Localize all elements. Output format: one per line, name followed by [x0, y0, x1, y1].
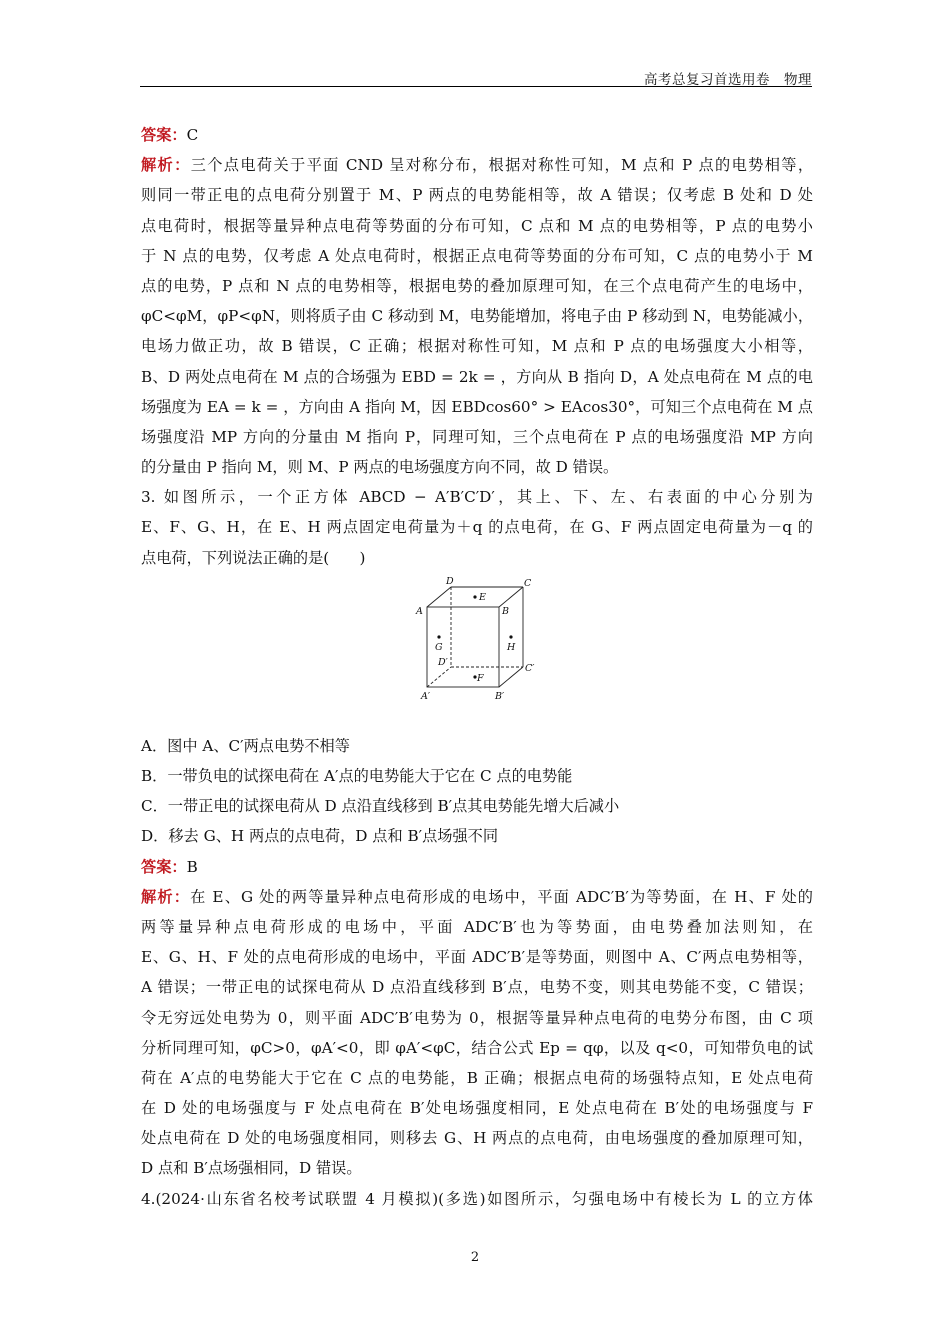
q3-answer-label: 答案：: [141, 857, 187, 876]
q3-stem-line: 3. 如图所示，一个正方体 ABCD − A′B′C′D′，其上、下、左、右表面的中心分别为: [141, 488, 813, 507]
label-E: E: [479, 591, 486, 603]
q3-option-b: B．一带负电的试探电荷在 A′点的电势能大于它在 C 点的电势能: [141, 767, 573, 785]
q3-analysis-text: 在 E、G 处的两等量异种点电荷形成的电场中，平面 ADC′B′为等势面，在 H、F 处的: [190, 887, 813, 906]
header-title: 高考总复习首选用卷 物理: [644, 72, 812, 88]
q2-analysis-line: φC<φM，φP<φN，则将质子由 C 移动到 M，电势能增加，将电子由 P 移动到 N，电势能减小，: [141, 307, 813, 326]
q2-analysis-line: 点的电势，P 点和 N 点的电势相等，根据电势的叠加原理可知，在三个点电荷产生的电场中，: [141, 276, 813, 295]
q3-analysis-line: 两等量异种点电荷形成的电场中，平面 ADC′B′也为等势面，由电势叠加法则知，在: [141, 917, 813, 936]
label-C: C: [524, 577, 532, 589]
cube-edge-B1C1: [499, 667, 523, 687]
q2-answer-value: C: [186, 126, 199, 144]
q2-analysis-line: 于 N 点的电势，仅考虑 A 处点电荷时，根据正点电荷等势面的分布可知，C 点的电势小于 M: [141, 246, 813, 265]
page-content: [141, 120, 813, 1214]
label-A-prime: A′: [421, 690, 431, 702]
q3-analysis-line: [141, 882, 813, 912]
q3-analysis-line: 处点电荷在 D 处的电场强度相同，则移去 G、H 两点的点电荷，由电场强度的叠加原理可知，: [141, 1129, 813, 1148]
q3-analysis-line: E、G、H、F 处的点电荷形成的电场中，平面 ADC′B′是等势面，则图中 A、C′两点电势相等，: [141, 948, 813, 967]
q2-answer-label: 答案：: [141, 126, 187, 144]
label-D-prime: D′: [438, 656, 448, 668]
cube-hidden-edge-A1D1: [427, 667, 451, 687]
q2-analysis-line: 的分量由 P 指向 M，则 M、P 两点的电场强度方向不同，故 D 错误。: [141, 458, 619, 477]
cube-figure: [141, 573, 813, 731]
q3-analysis-line: A 错误；一带正电的试探电荷从 D 点沿直线移到 B′点，电势不变，则其电势能不变，C 错误；: [141, 978, 813, 997]
label-F: F: [477, 672, 484, 684]
q3-stem-line: 点电荷，下列说法正确的是( ): [141, 548, 366, 567]
q3-option-c: C．一带正电的试探电荷从 D 点沿直线移到 B′点其电势能先增大后减小: [141, 797, 620, 816]
q2-analysis-label: 解析：: [141, 156, 191, 175]
q2-analysis-line: 点电荷时，根据等量异种点电荷等势面的分布可知，C 点和 M 点的电势相等，P 点的电势小: [141, 216, 813, 235]
q3-analysis-label: 解析：: [141, 887, 191, 906]
label-G: G: [435, 641, 443, 653]
q2-answer-line: [141, 120, 813, 150]
cube-edge-AD: [427, 587, 451, 607]
q2-analysis-line: [141, 150, 813, 180]
q2-analysis-line: 场强度沿 MP 方向的分量由 M 指向 P，同理可知，三个点电荷在 P 点的电场强度沿 MP 方向: [141, 427, 813, 446]
point-H: [509, 635, 512, 638]
label-H: H: [507, 641, 516, 653]
label-B-prime: B′: [495, 690, 505, 702]
point-G: [437, 635, 440, 638]
q4-stem-line: 4.(2024·山东省名校考试联盟 4 月模拟)(多选)如图所示，匀强电场中有棱长为 L 的立方体: [141, 1189, 813, 1208]
q3-analysis-line: 分析同理可知，φC>0，φA′<0，即 φA′<φC，结合公式 Ep = qφ，以及 q<0，可知带负电的试: [141, 1038, 813, 1057]
label-C-prime: C′: [525, 662, 535, 674]
q3-option-d: D．移去 G、H 两点的点电荷，D 点和 B′点场强不同: [141, 827, 499, 846]
q3-stem-line: E、F、G、H，在 E、H 两点固定电荷量为＋q 的点电荷，在 G、F 两点固定电荷量为－q 的: [141, 518, 813, 537]
header-rule: [140, 86, 812, 87]
page-number: 2: [470, 1250, 480, 1265]
cube-diagram: [411, 577, 541, 727]
q3-analysis-line: D 点和 B′点场强相同，D 错误。: [141, 1159, 362, 1178]
cube-edge-BC: [499, 587, 523, 607]
q2-analysis-line: 场强度为 EA = k = ，方向由 A 指向 M，因 EBDcos60° > EAcos30°，可知三个点电荷在 M 点: [141, 397, 813, 416]
q2-analysis-line: 则同一带正电的点电荷分别置于 M、P 两点的电势能相等，故 A 错误；仅考虑 B 处和 D 处: [141, 186, 813, 205]
q3-analysis-line: 令无穷远处电势为 0，则平面 ADC′B′电势为 0，根据等量异种点电荷的电势分布图，由 C 项: [141, 1008, 813, 1027]
q2-analysis-line: 电场力做正功，故 B 错误，C 正确；根据对称性可知，M 点和 P 点的电场强度大小相等，: [141, 337, 813, 356]
label-D: D: [446, 576, 454, 587]
q2-analysis-text: 三个点电荷关于平面 CND 呈对称分布，根据对称性可知，M 点和 P 点的电势相等，: [190, 156, 813, 175]
label-A: A: [416, 605, 423, 617]
q3-answer-value: B: [186, 857, 198, 876]
point-E: [473, 595, 476, 598]
q3-analysis-line: 在 D 处的电场强度与 F 处点电荷在 B′处电场强度相同，E 处点电荷在 B′处的电场强度与 F: [141, 1099, 813, 1118]
q2-analysis-line: B、D 两处点电荷在 M 点的合场强为 EBD = 2k = ，方向从 B 指向 D，A 处点电荷在 M 点的电: [141, 367, 813, 386]
q3-option-a: A．图中 A、C′两点电势不相等: [141, 736, 350, 755]
q3-answer-line: [141, 852, 813, 882]
label-B: B: [502, 605, 509, 617]
q3-analysis-line: 荷在 A′点的电势能大于它在 C 点的电势能，B 正确；根据点电荷的场强特点知，E 处点电荷: [141, 1068, 813, 1087]
